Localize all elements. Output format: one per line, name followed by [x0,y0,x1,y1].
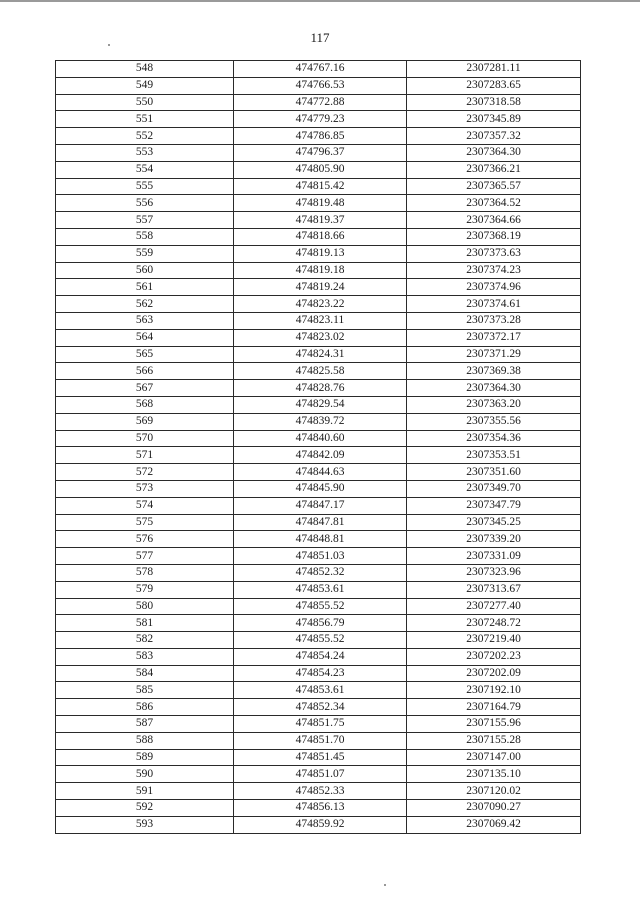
x-coordinate-cell: 474847.81 [234,514,407,531]
point-number-cell: 552 [56,128,234,145]
x-coordinate-cell: 474851.45 [234,749,407,766]
point-number-cell: 553 [56,144,234,161]
point-number-cell: 578 [56,564,234,581]
y-coordinate-cell: 2307345.89 [407,111,581,128]
table-row [56,447,581,464]
x-coordinate-cell: 474823.11 [234,312,407,329]
table-row [56,312,581,329]
y-coordinate-cell: 2307147.00 [407,749,581,766]
x-coordinate-cell: 474829.54 [234,396,407,413]
y-coordinate-cell: 2307248.72 [407,615,581,632]
x-coordinate-cell: 474847.17 [234,497,407,514]
table-row [56,581,581,598]
y-coordinate-cell: 2307369.38 [407,363,581,380]
y-coordinate-cell: 2307192.10 [407,682,581,699]
table-row [56,615,581,632]
table-row [56,531,581,548]
x-coordinate-cell: 474786.85 [234,128,407,145]
scan-speck [384,884,386,886]
point-number-cell: 572 [56,464,234,481]
y-coordinate-cell: 2307283.65 [407,77,581,94]
x-coordinate-cell: 474851.70 [234,732,407,749]
x-coordinate-cell: 474855.52 [234,632,407,649]
y-coordinate-cell: 2307318.58 [407,94,581,111]
table-row [56,732,581,749]
table-row [56,296,581,313]
y-coordinate-cell: 2307364.52 [407,195,581,212]
point-number-cell: 564 [56,329,234,346]
x-coordinate-cell: 474772.88 [234,94,407,111]
table-row [56,648,581,665]
table-row [56,245,581,262]
table-row [56,716,581,733]
x-coordinate-cell: 474853.61 [234,581,407,598]
table-row [56,380,581,397]
y-coordinate-cell: 2307155.96 [407,716,581,733]
y-coordinate-cell: 2307339.20 [407,531,581,548]
table-row [56,228,581,245]
x-coordinate-cell: 474852.33 [234,783,407,800]
x-coordinate-cell: 474823.22 [234,296,407,313]
point-number-cell: 590 [56,766,234,783]
y-coordinate-cell: 2307090.27 [407,800,581,817]
x-coordinate-cell: 474854.23 [234,665,407,682]
point-number-cell: 556 [56,195,234,212]
y-coordinate-cell: 2307374.61 [407,296,581,313]
y-coordinate-cell: 2307331.09 [407,548,581,565]
y-coordinate-cell: 2307364.30 [407,144,581,161]
point-number-cell: 566 [56,363,234,380]
point-number-cell: 579 [56,581,234,598]
point-number-cell: 591 [56,783,234,800]
point-number-cell: 571 [56,447,234,464]
table-row [56,665,581,682]
point-number-cell: 558 [56,228,234,245]
x-coordinate-cell: 474856.13 [234,800,407,817]
x-coordinate-cell: 474845.90 [234,480,407,497]
point-number-cell: 588 [56,732,234,749]
y-coordinate-cell: 2307374.23 [407,262,581,279]
x-coordinate-cell: 474853.61 [234,682,407,699]
table-row [56,464,581,481]
table-row [56,128,581,145]
table-row [56,279,581,296]
y-coordinate-cell: 2307323.96 [407,564,581,581]
x-coordinate-cell: 474855.52 [234,598,407,615]
x-coordinate-cell: 474851.75 [234,716,407,733]
table-row [56,161,581,178]
point-number-cell: 589 [56,749,234,766]
point-number-cell: 582 [56,632,234,649]
point-number-cell: 584 [56,665,234,682]
x-coordinate-cell: 474815.42 [234,178,407,195]
x-coordinate-cell: 474848.81 [234,531,407,548]
y-coordinate-cell: 2307069.42 [407,816,581,833]
point-number-cell: 581 [56,615,234,632]
table-row [56,413,581,430]
point-number-cell: 568 [56,396,234,413]
point-number-cell: 560 [56,262,234,279]
table-row [56,94,581,111]
y-coordinate-cell: 2307281.11 [407,61,581,78]
table-row [56,329,581,346]
table-row [56,682,581,699]
y-coordinate-cell: 2307364.30 [407,380,581,397]
y-coordinate-cell: 2307347.79 [407,497,581,514]
point-number-cell: 587 [56,716,234,733]
x-coordinate-cell: 474844.63 [234,464,407,481]
point-number-cell: 576 [56,531,234,548]
point-number-cell: 580 [56,598,234,615]
x-coordinate-cell: 474819.48 [234,195,407,212]
x-coordinate-cell: 474851.07 [234,766,407,783]
point-number-cell: 567 [56,380,234,397]
y-coordinate-cell: 2307219.40 [407,632,581,649]
point-number-cell: 561 [56,279,234,296]
point-number-cell: 551 [56,111,234,128]
point-number-cell: 548 [56,61,234,78]
point-number-cell: 583 [56,648,234,665]
y-coordinate-cell: 2307354.36 [407,430,581,447]
table-row [56,699,581,716]
table-row [56,195,581,212]
table-row [56,480,581,497]
point-number-cell: 573 [56,480,234,497]
x-coordinate-cell: 474825.58 [234,363,407,380]
x-coordinate-cell: 474818.66 [234,228,407,245]
point-number-cell: 549 [56,77,234,94]
x-coordinate-cell: 474839.72 [234,413,407,430]
table-row [56,632,581,649]
y-coordinate-cell: 2307345.25 [407,514,581,531]
table-row [56,61,581,78]
coordinates-table [55,60,581,834]
point-number-cell: 574 [56,497,234,514]
point-number-cell: 592 [56,800,234,817]
y-coordinate-cell: 2307366.21 [407,161,581,178]
y-coordinate-cell: 2307202.09 [407,665,581,682]
x-coordinate-cell: 474854.24 [234,648,407,665]
y-coordinate-cell: 2307313.67 [407,581,581,598]
point-number-cell: 555 [56,178,234,195]
coordinates-table-body [56,61,581,834]
table-row [56,111,581,128]
point-number-cell: 570 [56,430,234,447]
point-number-cell: 586 [56,699,234,716]
table-row [56,346,581,363]
point-number-cell: 559 [56,245,234,262]
table-row [56,144,581,161]
x-coordinate-cell: 474856.79 [234,615,407,632]
table-row [56,783,581,800]
table-row [56,749,581,766]
point-number-cell: 585 [56,682,234,699]
table-row [56,77,581,94]
x-coordinate-cell: 474852.32 [234,564,407,581]
table-row [56,564,581,581]
x-coordinate-cell: 474819.18 [234,262,407,279]
page-number: 117 [310,30,330,45]
point-number-cell: 565 [56,346,234,363]
y-coordinate-cell: 2307120.02 [407,783,581,800]
table-row [56,363,581,380]
table-row [56,514,581,531]
y-coordinate-cell: 2307135.10 [407,766,581,783]
point-number-cell: 569 [56,413,234,430]
y-coordinate-cell: 2307351.60 [407,464,581,481]
table-row [56,766,581,783]
x-coordinate-cell: 474796.37 [234,144,407,161]
y-coordinate-cell: 2307374.96 [407,279,581,296]
x-coordinate-cell: 474842.09 [234,447,407,464]
y-coordinate-cell: 2307364.66 [407,212,581,229]
x-coordinate-cell: 474819.13 [234,245,407,262]
y-coordinate-cell: 2307155.28 [407,732,581,749]
x-coordinate-cell: 474819.24 [234,279,407,296]
table-row [56,497,581,514]
x-coordinate-cell: 474767.16 [234,61,407,78]
point-number-cell: 575 [56,514,234,531]
table-row [56,548,581,565]
x-coordinate-cell: 474819.37 [234,212,407,229]
y-coordinate-cell: 2307371.29 [407,346,581,363]
table-row [56,262,581,279]
x-coordinate-cell: 474766.53 [234,77,407,94]
x-coordinate-cell: 474859.92 [234,816,407,833]
x-coordinate-cell: 474828.76 [234,380,407,397]
x-coordinate-cell: 474840.60 [234,430,407,447]
table-row [56,430,581,447]
table-row [56,598,581,615]
table-row [56,816,581,833]
x-coordinate-cell: 474779.23 [234,111,407,128]
y-coordinate-cell: 2307368.19 [407,228,581,245]
point-number-cell: 593 [56,816,234,833]
scan-speck [108,44,110,46]
y-coordinate-cell: 2307357.32 [407,128,581,145]
y-coordinate-cell: 2307353.51 [407,447,581,464]
y-coordinate-cell: 2307363.20 [407,396,581,413]
x-coordinate-cell: 474805.90 [234,161,407,178]
point-number-cell: 554 [56,161,234,178]
x-coordinate-cell: 474851.03 [234,548,407,565]
point-number-cell: 577 [56,548,234,565]
y-coordinate-cell: 2307202.23 [407,648,581,665]
y-coordinate-cell: 2307372.17 [407,329,581,346]
table-row [56,212,581,229]
y-coordinate-cell: 2307373.28 [407,312,581,329]
point-number-cell: 557 [56,212,234,229]
scan-top-edge [0,0,640,2]
table-row [56,178,581,195]
table-row [56,800,581,817]
y-coordinate-cell: 2307365.57 [407,178,581,195]
y-coordinate-cell: 2307373.63 [407,245,581,262]
point-number-cell: 562 [56,296,234,313]
y-coordinate-cell: 2307349.70 [407,480,581,497]
y-coordinate-cell: 2307355.56 [407,413,581,430]
y-coordinate-cell: 2307277.40 [407,598,581,615]
point-number-cell: 550 [56,94,234,111]
table-row [56,396,581,413]
point-number-cell: 563 [56,312,234,329]
y-coordinate-cell: 2307164.79 [407,699,581,716]
x-coordinate-cell: 474852.34 [234,699,407,716]
x-coordinate-cell: 474824.31 [234,346,407,363]
x-coordinate-cell: 474823.02 [234,329,407,346]
